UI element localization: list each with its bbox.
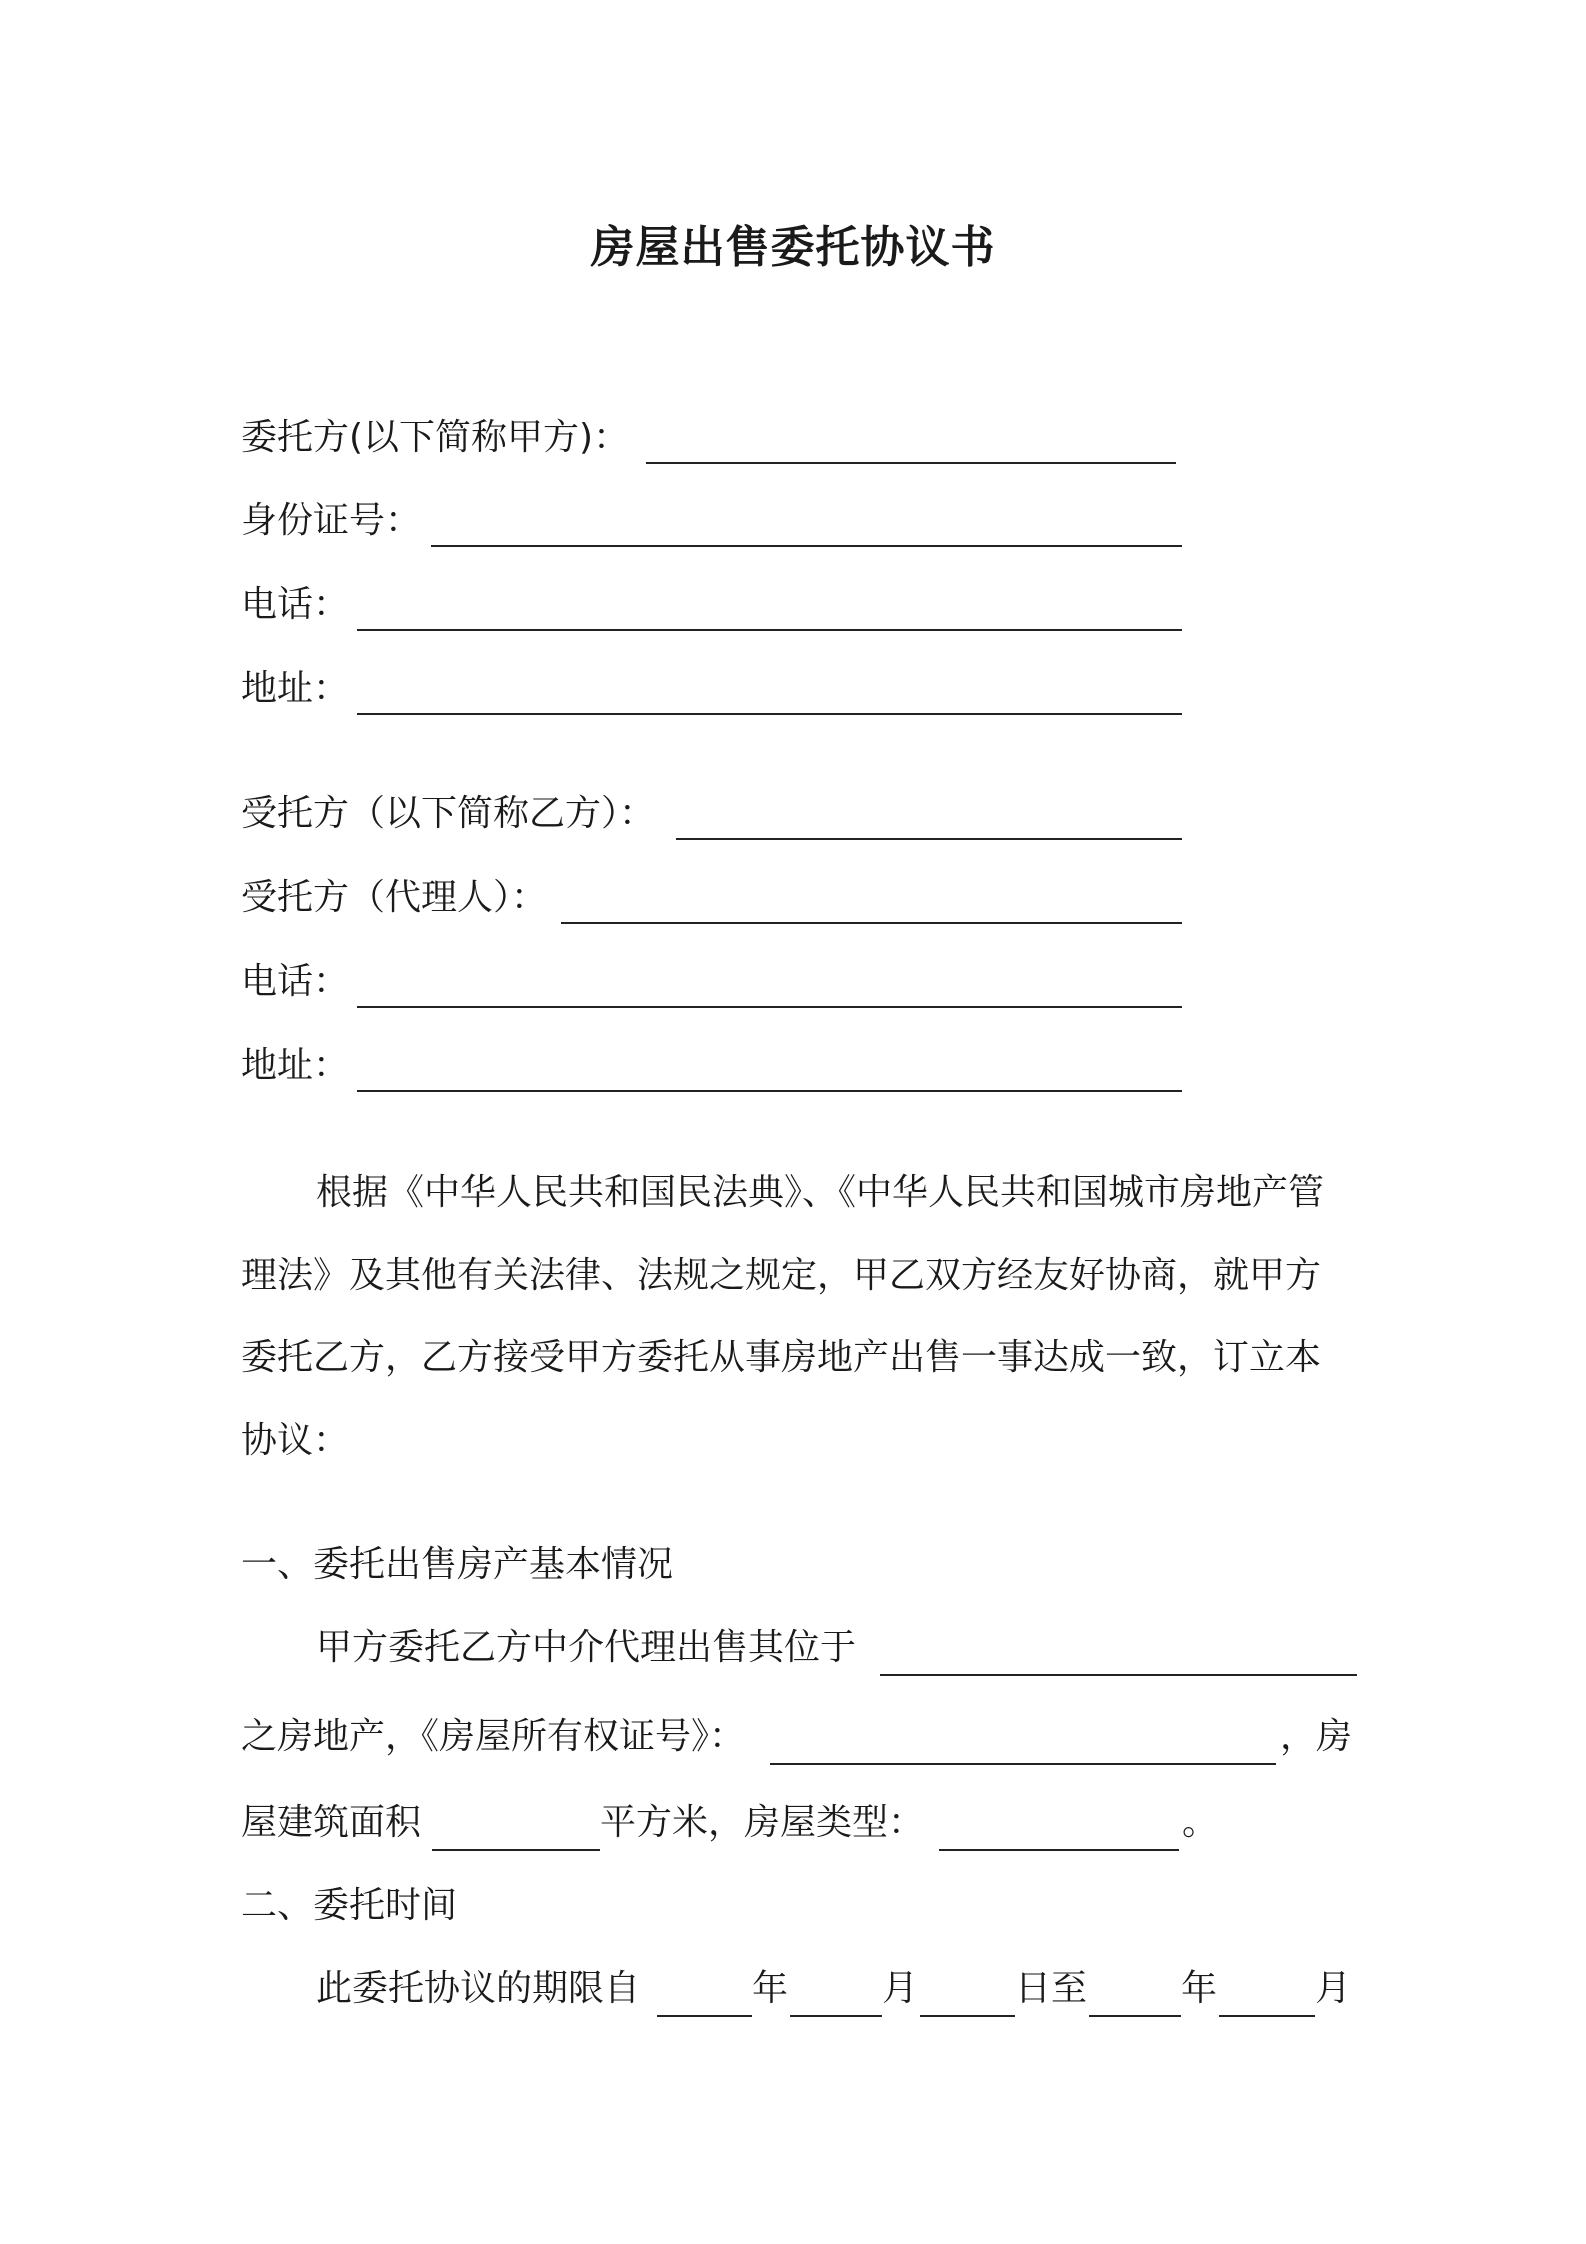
- section-1-line-2-text-a: 之房地产，《房屋所有权证号》：: [241, 1716, 746, 1757]
- party-b-address-field[interactable]: [357, 1090, 1182, 1092]
- end-month-field[interactable]: [1219, 2015, 1315, 2017]
- section-1-heading: 一、委托出售房产基本情况: [241, 1544, 674, 1585]
- property-type-field[interactable]: [939, 1849, 1179, 1851]
- section-2-line-1-text: 此委托协议的期限自: [316, 1968, 641, 2009]
- start-year-field[interactable]: [657, 2015, 752, 2017]
- party-a-name-field[interactable]: [646, 462, 1176, 464]
- section-1-line-3-text-c: 。: [1182, 1802, 1219, 1843]
- start-day-field[interactable]: [920, 2015, 1015, 2017]
- intro-line-4: 协议：: [241, 1420, 350, 1461]
- start-month-field[interactable]: [790, 2015, 882, 2017]
- party-b-agent-field[interactable]: [561, 922, 1182, 924]
- party-b-phone-label: 电话：: [241, 961, 350, 1002]
- building-area-field[interactable]: [432, 1849, 600, 1851]
- party-b-agent-label: 受托方（代理人）：: [241, 877, 548, 918]
- party-a-id-label: 身份证号：: [241, 500, 422, 541]
- end-year-label: 年: [1181, 1968, 1218, 2009]
- party-a-phone-field[interactable]: [357, 629, 1182, 631]
- section-1-line-2-text-b: ，房: [1280, 1716, 1353, 1757]
- party-a-address-field[interactable]: [357, 713, 1182, 715]
- section-2-heading: 二、委托时间: [241, 1885, 458, 1926]
- section-1-line-3-text-b: 平方米，房屋类型：: [600, 1802, 925, 1843]
- end-year-field[interactable]: [1089, 2015, 1181, 2017]
- party-a-address-label: 地址：: [241, 668, 350, 709]
- section-1-line-1-text: 甲方委托乙方中介代理出售其位于: [316, 1627, 857, 1668]
- section-1-line-3-text-a: 屋建筑面积: [241, 1802, 422, 1843]
- day-to-label: 日至: [1015, 1968, 1088, 2009]
- party-b-address-label: 地址：: [241, 1045, 350, 1086]
- property-certificate-number-field[interactable]: [770, 1763, 1276, 1765]
- party-a-name-label: 委托方(以下简称甲方)：: [241, 417, 630, 458]
- start-year-label: 年: [752, 1968, 789, 2009]
- intro-line-3: 委托乙方，乙方接受甲方委托从事房地产出售一事达成一致，订立本: [241, 1337, 1322, 1378]
- intro-line-2: 理法》及其他有关法律、法规之规定，甲乙双方经友好协商，就甲方: [241, 1255, 1322, 1296]
- party-b-name-label: 受托方（以下简称乙方）：: [241, 793, 656, 834]
- party-a-id-field[interactable]: [431, 545, 1182, 547]
- start-month-label: 月: [882, 1968, 919, 2009]
- party-a-phone-label: 电话：: [241, 584, 350, 625]
- document-title: 房屋出售委托协议书: [590, 222, 996, 273]
- party-b-name-field[interactable]: [676, 838, 1182, 840]
- property-location-field[interactable]: [880, 1674, 1357, 1676]
- intro-line-1: 根据《中华人民共和国民法典》、《中华人民共和国城市房地产管: [316, 1172, 1325, 1213]
- end-month-label: 月: [1315, 1968, 1352, 2009]
- party-b-phone-field[interactable]: [357, 1006, 1182, 1008]
